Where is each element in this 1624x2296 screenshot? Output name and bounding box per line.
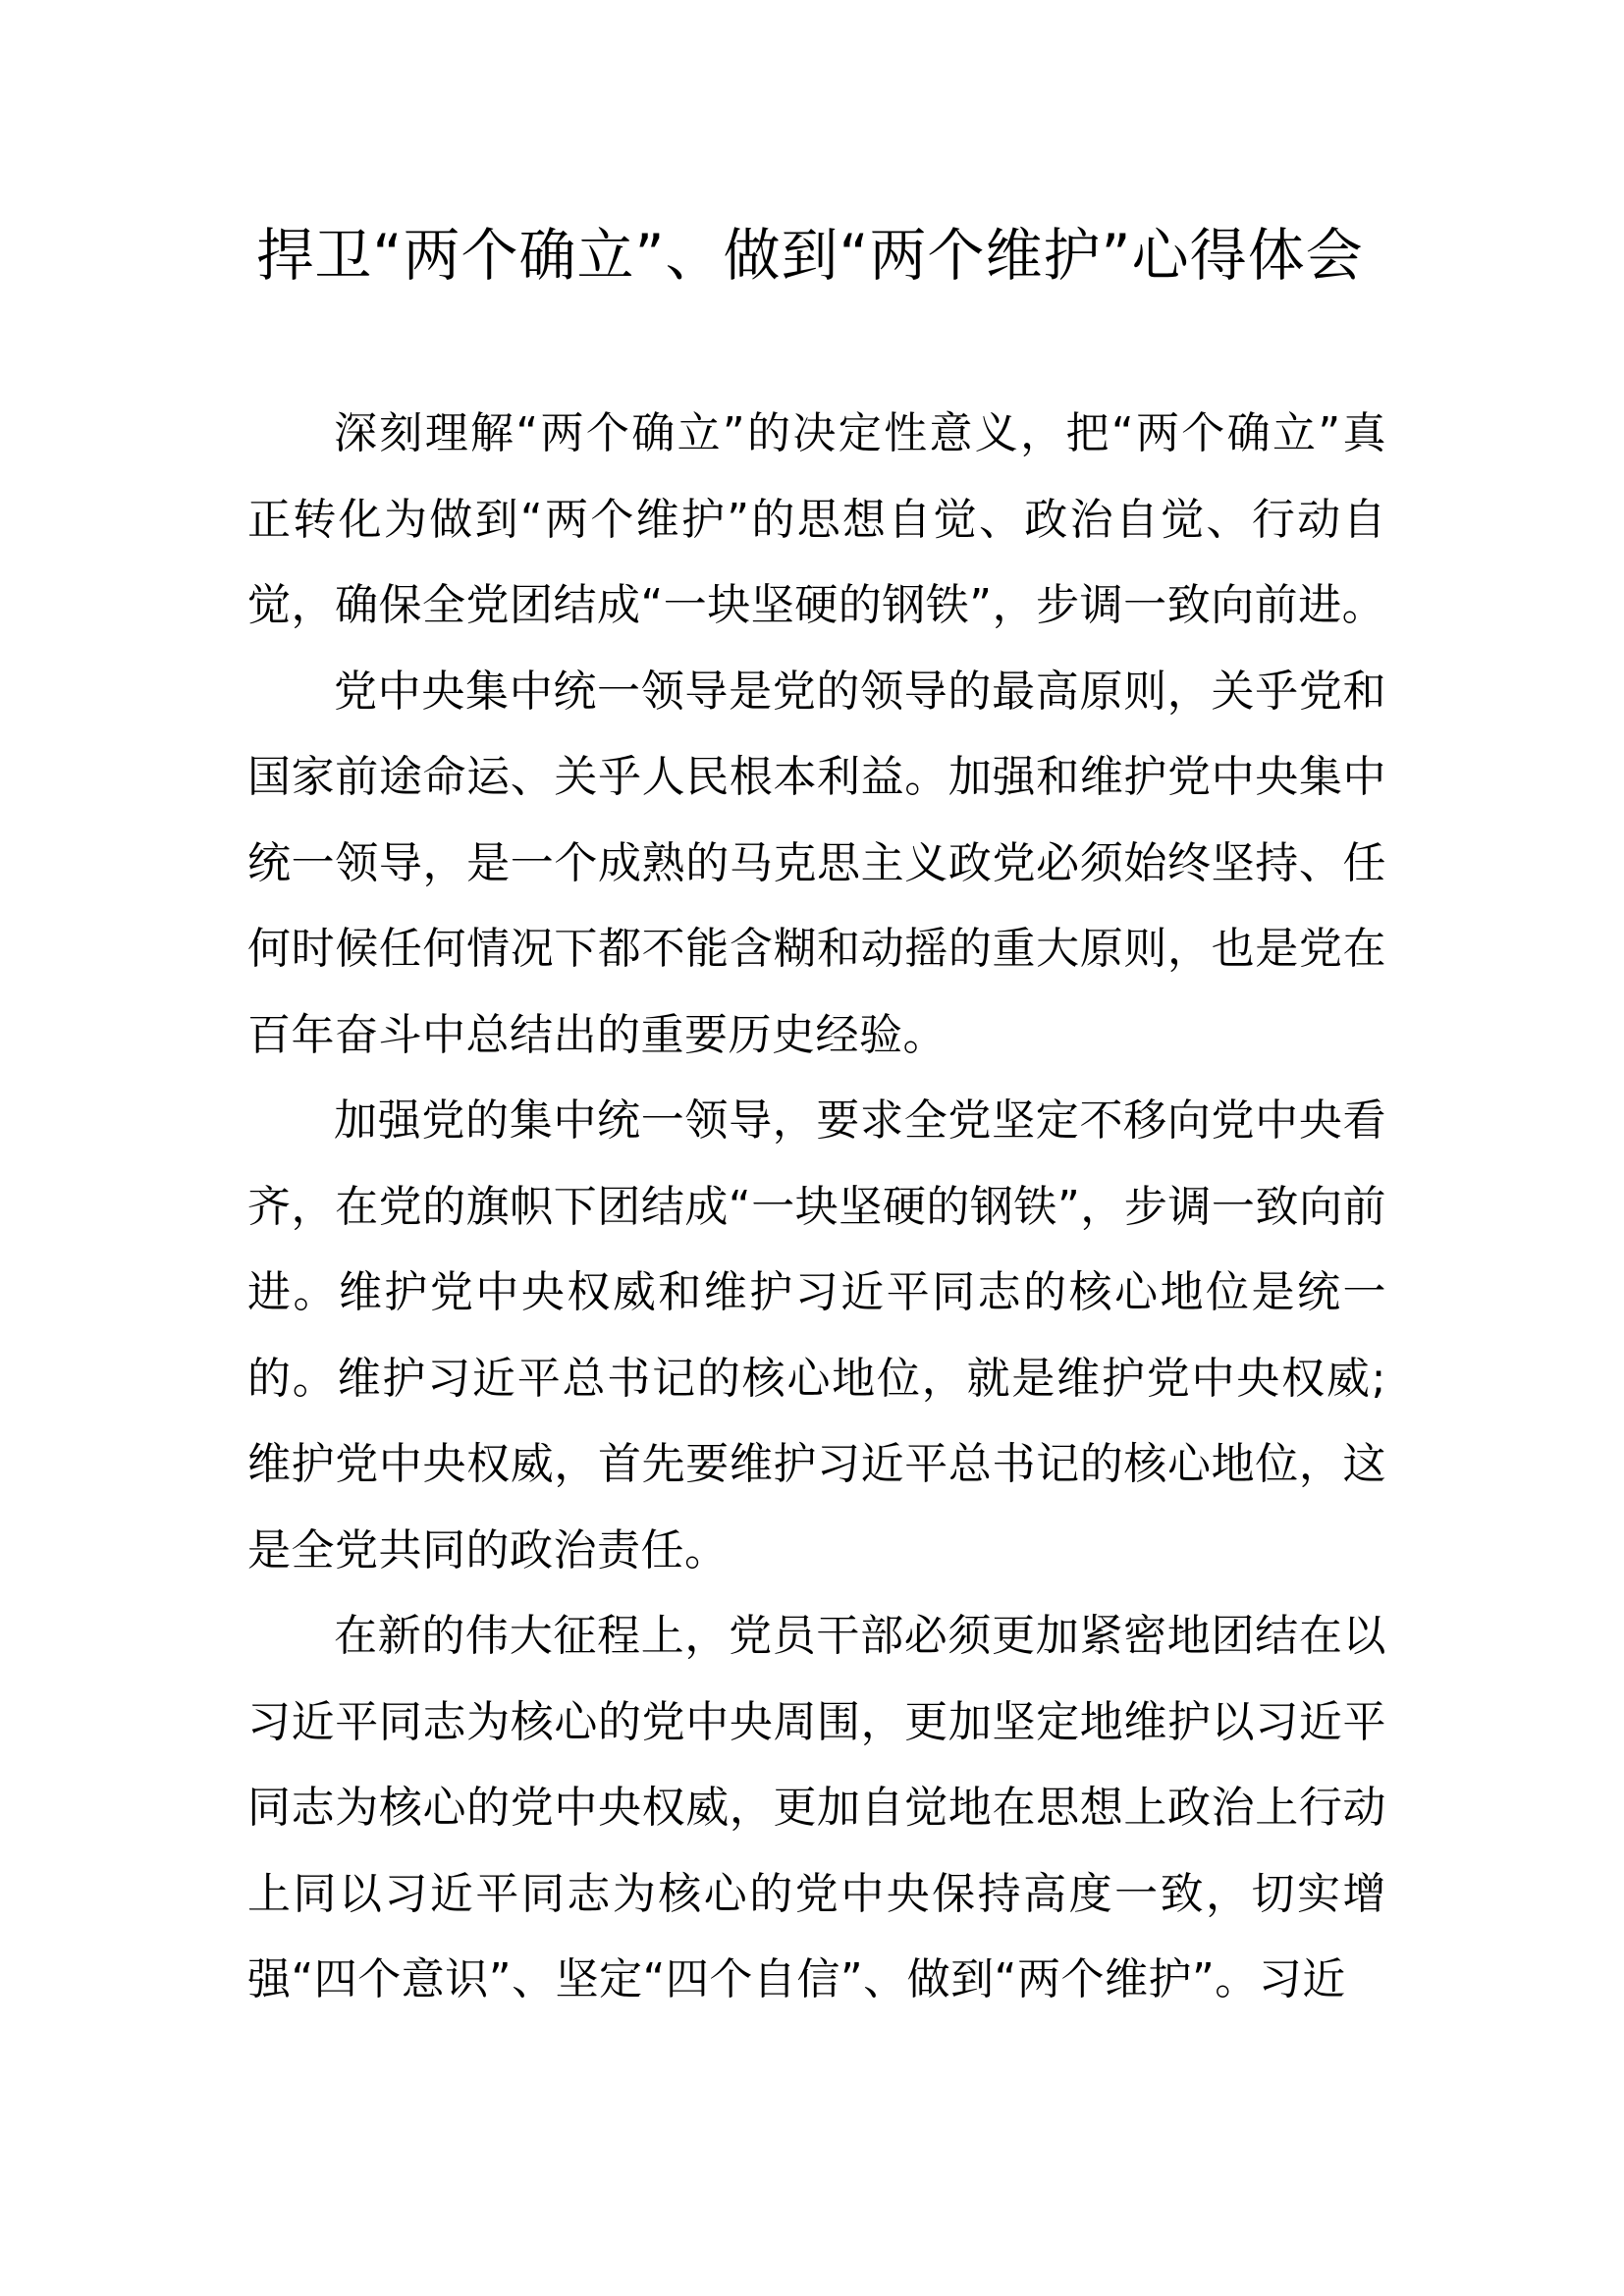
paragraph-3: 加强党的集中统一领导，要求全党坚定不移向党中央看齐，在党的旗帜下团结成“一块坚硬的钢铁”，步调一致向前进。维护党中央权威和维护习近平同志的核心地位是统一的。维护习近平总书记的核心地位，就是维护党中央权威;维护党中央权威，首先要维护习近平总书记的核心地位，这是全党共同的政治责任。: [247, 1095, 1386, 1575]
document-title: 捍卫“两个确立”、做到“两个维护”心得体会: [256, 222, 1364, 289]
paragraph-1: 深刻理解“两个确立”的决定性意义，把“两个确立”真正转化为做到“两个维护”的思想自觉、政治自觉、行动自觉，确保全党团结成“一块坚硬的钢铁”，步调一致向前进。: [247, 408, 1386, 630]
paragraph-2: 党中央集中统一领导是党的领导的最高原则，关乎党和国家前途命运、关乎人民根本利益。加强和维护党中央集中统一领导，是一个成熟的马克思主义政党必须始终坚持、任何时候任何情况下都不能含糊和动摇的重大原则，也是党在百年奋斗中总结出的重要历史经验。: [247, 666, 1386, 1060]
paragraph-4: 在新的伟大征程上，党员干部必须更加紧密地团结在以习近平同志为核心的党中央周围，更加坚定地维护以习近平同志为核心的党中央权威，更加自觉地在思想上政治上行动上同以习近平同志为核心的党中央保持高度一致，切实增强“四个意识”、坚定“四个自信”、做到“两个维护”。习近: [247, 1611, 1386, 2004]
document-body: [247, 391, 1386, 2023]
